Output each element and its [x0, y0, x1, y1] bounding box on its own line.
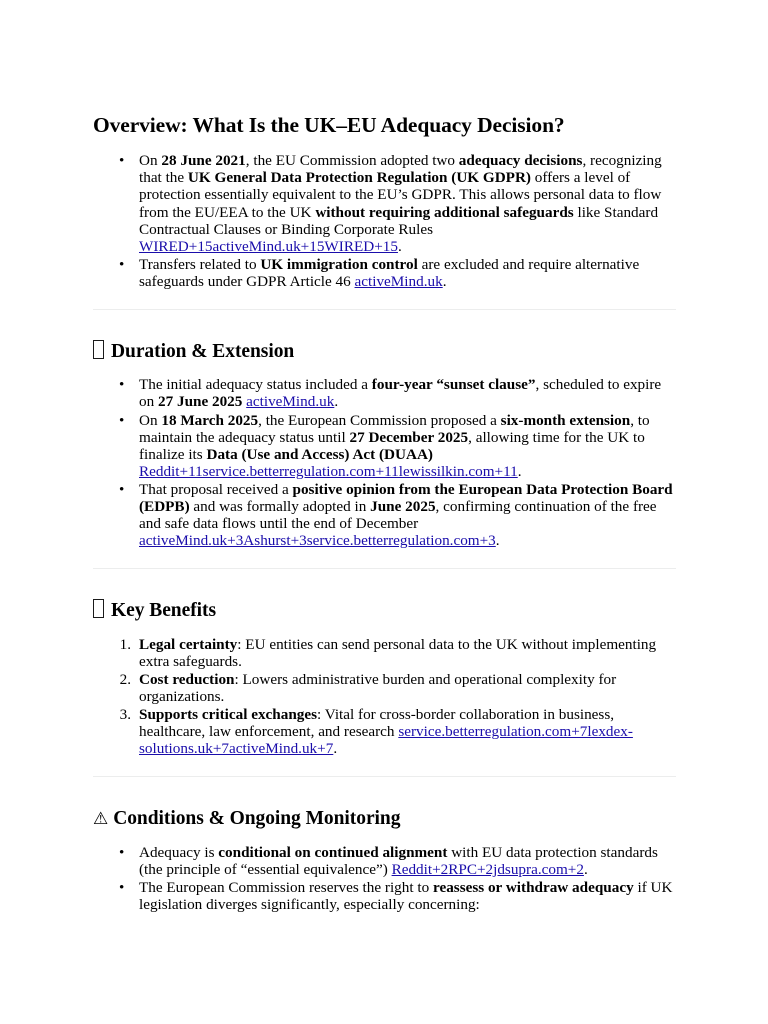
benefit-item-2-text	[139, 671, 616, 705]
text-run: , to maintain the adequacy status until	[139, 411, 650, 446]
text-run: : Lowers administrative burden and operational complexity for organizations.	[139, 670, 617, 705]
citation-link[interactable]: activeMind.uk	[354, 272, 443, 290]
text-run: That proposal received a	[139, 480, 293, 498]
overview-item-1-text	[139, 152, 662, 254]
bold-run: 27 December 2025	[349, 428, 469, 446]
text-run: like Standard Contractual Clauses or Binding Corporate Rules	[139, 203, 659, 238]
spacer	[93, 550, 676, 568]
list-item	[93, 256, 676, 290]
list-item	[93, 152, 676, 255]
list-item	[93, 844, 676, 878]
benefit-item-3-text	[139, 706, 633, 757]
spacer	[93, 291, 676, 309]
bold-run: UK immigration control	[260, 255, 418, 273]
list-item	[93, 636, 676, 670]
text-run: .	[583, 860, 588, 878]
warning-triangle-icon: ⚠	[93, 809, 109, 830]
bold-run: Legal certainty	[139, 635, 238, 653]
text-run: .	[334, 393, 339, 411]
bold-run: 18 March 2025	[161, 411, 259, 429]
bold-run: positive opinion from the European Data Protection Board (EDPB)	[139, 480, 673, 516]
document-body	[93, 112, 676, 913]
section-heading-duration	[93, 340, 676, 363]
bold-run: adequacy decisions	[458, 152, 583, 170]
conditions-list	[93, 844, 676, 913]
duration-list	[93, 376, 676, 549]
missing-glyph-icon	[93, 599, 104, 618]
spacer	[93, 777, 676, 807]
section-heading-conditions	[93, 807, 676, 830]
text-run: Transfers related to	[139, 255, 261, 273]
duration-item-2-text	[139, 412, 650, 480]
text-run: , allowing time for the UK to finalize its	[139, 428, 645, 463]
text-run: with EU data protection standards (the principle of “essential equivalence”)	[139, 843, 658, 878]
text-run: On	[139, 411, 162, 429]
text-run: if UK legislation diverges significantly, especially concerning:	[139, 878, 673, 914]
text-run: , confirming continuation of the free and safe data flows until the end of December	[139, 498, 657, 533]
text-run: .	[495, 532, 500, 550]
section-heading-label: Duration & Extension	[111, 340, 295, 362]
bold-run: conditional on continued alignment	[218, 843, 448, 861]
list-item	[93, 879, 676, 913]
text-run: Adequacy is	[139, 843, 219, 861]
bold-run: reassess or withdraw adequacy	[432, 878, 634, 896]
text-run: , the European Commission proposed a	[258, 411, 501, 429]
overview-item-2-text	[139, 256, 639, 290]
bold-run: UK General Data Protection Regulation (UK GDPR)	[187, 169, 531, 187]
text-run: The initial adequacy status included a	[139, 376, 372, 394]
spacer	[93, 569, 676, 599]
text-run: .	[333, 740, 338, 758]
list-item	[93, 412, 676, 480]
text-run: offers a level of protection essentially equivalent to the EU’s GDPR. This allows personal data to flow from the EU/EEA to the UK	[139, 169, 662, 221]
citation-link[interactable]: WIRED+15activeMind.uk+15WIRED+15	[139, 237, 398, 255]
citation-link[interactable]: activeMind.uk	[246, 393, 335, 411]
bold-run: Supports critical exchanges	[139, 706, 318, 724]
overview-list	[93, 152, 676, 290]
section-heading-key-benefits	[93, 599, 676, 622]
text-run: , recognizing that the	[139, 152, 662, 187]
list-item	[93, 376, 676, 410]
citation-link[interactable]: service.betterregulation.com+7lexdex-solutions.uk+7activeMind.uk+7	[139, 723, 633, 758]
text-run: : Vital for cross-border collaboration in business, healthcare, law enforcement, and research	[139, 706, 615, 741]
conditions-item-2-text	[139, 879, 672, 913]
bold-run: six-month extension	[500, 411, 631, 429]
benefit-item-1-text	[139, 636, 656, 670]
citation-link[interactable]: Reddit+2RPC+2jdsupra.com+2	[391, 860, 584, 878]
citation-link[interactable]: Reddit+11service.betterregulation.com+11lewissilkin.com+11	[139, 462, 518, 480]
citation-link[interactable]: activeMind.uk+3Ashurst+3service.betterregulation.com+3	[139, 532, 496, 550]
bold-run: Data (Use and Access) Act (DUAA)	[206, 445, 433, 463]
duration-item-3-text	[139, 481, 673, 549]
conditions-item-1-text	[139, 844, 658, 878]
section-heading-label: Conditions & Ongoing Monitoring	[113, 808, 401, 830]
duration-item-1-text	[139, 376, 661, 410]
text-run: The European Commission reserves the right to	[139, 878, 433, 896]
text-run: are excluded and require alternative safeguards under GDPR Article 46	[139, 255, 640, 290]
page-title: Overview: What Is the UK–EU Adequacy Decision?	[93, 113, 565, 137]
text-run: and was formally adopted in	[189, 498, 371, 516]
bold-run: four-year “sunset clause”	[371, 376, 536, 394]
text-run: On	[139, 152, 162, 170]
bold-run: June 2025	[370, 498, 436, 516]
text-run: .	[517, 462, 522, 480]
bold-run: 27 June 2025	[157, 393, 243, 411]
text-run: : EU entities can send personal data to the UK without implementing extra safeguards.	[139, 635, 657, 670]
bold-run: without requiring additional safeguards	[315, 203, 574, 221]
spacer	[93, 758, 676, 776]
spacer	[93, 310, 676, 340]
missing-glyph-icon	[93, 340, 104, 359]
list-item	[93, 706, 676, 757]
list-item	[93, 671, 676, 705]
key-benefits-list	[93, 636, 676, 758]
text-run: , the EU Commission adopted two	[245, 152, 459, 170]
text-run: .	[397, 237, 402, 255]
bold-run: Cost reduction	[139, 670, 235, 688]
list-item	[93, 481, 676, 549]
text-run: .	[442, 272, 447, 290]
text-run: , scheduled to expire on	[139, 376, 662, 411]
section-heading-label: Key Benefits	[111, 600, 217, 622]
bold-run: 28 June 2021	[161, 152, 246, 170]
